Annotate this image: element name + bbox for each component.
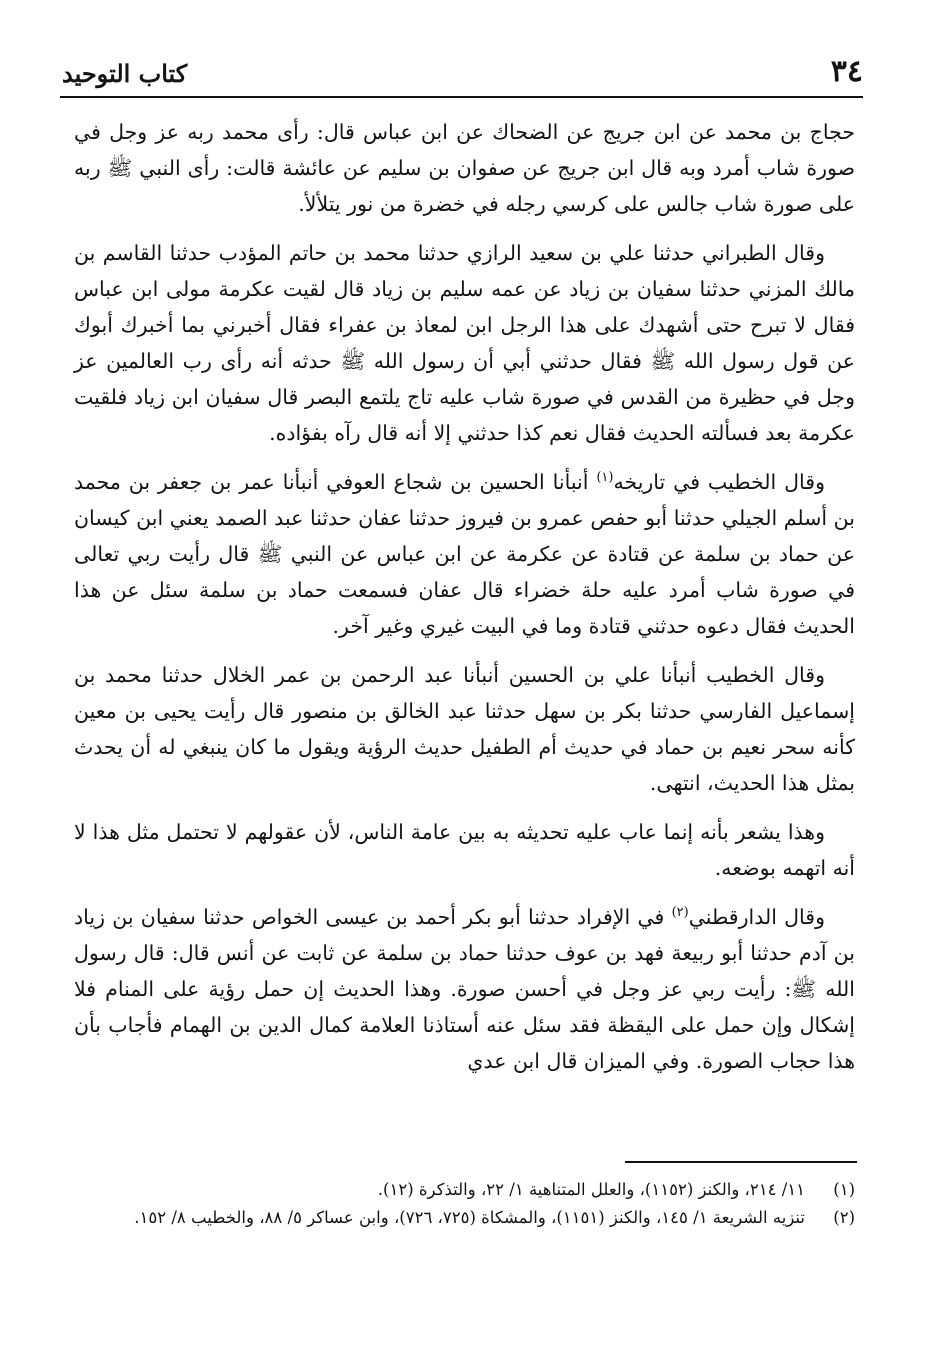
footnote-ref-2[interactable]: (٢) [671, 905, 689, 921]
paragraph-1: حجاج بن محمد عن ابن جريج عن الضحاك عن ابن عباس قال: رأى محمد ربه عز وجل في صورة شاب أمرد وبه قال ابن جريج عن صفوان بن سليم عن عائشة قالت: رأى النبي ﷺ ربه على صورة شاب جالس على كرسي رجله في خضرة من نور يتلألأ. [74, 120, 855, 216]
footnote-1-number: (١) [833, 1180, 855, 1199]
footnotes [74, 1176, 855, 1232]
footnote-2 [74, 1204, 855, 1232]
paragraph-3 [74, 464, 855, 644]
footnote-2-text: تنزيه الشريعة ١/ ١٤٥، والكنز (١١٥١)، والمشكاة (٧٢٥، ٧٢٦)، وابن عساكر ٥/ ٨٨، والخطيب ٨/ ١٥٢. [134, 1208, 805, 1227]
footnote-ref-1[interactable]: (١) [596, 470, 614, 486]
paragraph-6-opening: وقال الدارقطني [688, 905, 825, 929]
footnote-2-number: (٢) [833, 1208, 855, 1227]
footnote-divider [625, 1161, 857, 1163]
footnote-1-text: ١١/ ٢١٤، والكنز (١١٥٢)، والعلل المتناهية ١/ ٢٢، والتذكرة (١٢). [377, 1180, 805, 1199]
paragraph-6-body: في الإفراد حدثنا أبو بكر أحمد بن عيسى الخواص حدثنا سفيان بن زياد بن آدم حدثنا أبو ربيعة فهد بن عوف حدثنا حماد بن سلمة عن ثابت عن أنس قال: قال رسول الله ﷺ: رأيت ربي عز وجل في أحسن صورة. وهذا الحديث إن حمل رؤية على المنام فلا إشكال وإن حمل على اليقظة فقد سئل عنه أستاذنا العلامة كمال الدين بن الهمام فأجاب بأن هذا حجاب الصورة. وفي الميزان قال ابن عدي [74, 905, 855, 1073]
paragraph-3-body: أنبأنا الحسين بن شجاع العوفي أنبأنا عمر بن جعفر بن محمد بن أسلم الجيلي حدثنا أبو حفص عمرو بن فيروز حدثنا عفان حدثنا عبد الصمد يعني ابن كيسان عن حماد بن سلمة عن قتادة عن عكرمة عن ابن عباس عن النبي ﷺ قال رأيت ربي تعالى في صورة شاب أمرد عليه حلة خضراء قال عفان فسمعت حماد بن سلمة سئل عن هذا الحديث فقال دعوه حدثني قتادة وما في البيت غيري وغير آخر. [74, 470, 855, 638]
page-number: ٣٤ [830, 54, 863, 89]
main-text [74, 114, 855, 1092]
footnote-1 [74, 1176, 855, 1204]
paragraph-4: وقال الخطيب أنبأنا علي بن الحسين أنبأنا عبد الرحمن بن عمر الخلال حدثنا محمد بن إسماعيل الفارسي حدثنا بكر بن سهل حدثنا عبد الخالق بن منصور قال رأيت يحيى بن معين كأنه سحر نعيم بن حماد في حديث أم الطفيل حديث الرؤية ويقول ما كان ينبغي له أن يحدث بمثل هذا الحديث، انتهى. [74, 663, 855, 795]
book-title: كتاب التوحيد [62, 59, 188, 88]
paragraph-2: وقال الطبراني حدثنا علي بن سعيد الرازي حدثنا محمد بن حاتم المؤدب حدثنا القاسم بن مالك المزني حدثنا سفيان بن زياد عن عمه سليم بن زياد قال لقيت عكرمة مولى ابن عباس فقال لا تبرح حتى أشهدك على هذا الرجل ابن لمعاذ بن عفراء فقال أخبرني بما أخبرك أبوك عن قول رسول الله ﷺ فقال حدثني أبي أن رسول الله ﷺ حدثه أنه رأى رب العالمين عز وجل في حظيرة من القدس في صورة شاب عليه تاج يلتمع البصر قال سفيان ابن زياد فلقيت عكرمة بعد فسألته الحديث فقال نعم كذا حدثني إلا أنه قال رآه بفؤاده. [74, 241, 855, 445]
paragraph-5: وهذا يشعر بأنه إنما عاب عليه تحديثه به بين عامة الناس، لأن عقولهم لا تحتمل مثل هذا لا أنه اتهمه بوضعه. [74, 820, 855, 880]
paragraph-6 [74, 899, 855, 1079]
header-divider [60, 96, 863, 98]
paragraph-3-opening: وقال الخطيب في تاريخه [613, 470, 825, 494]
page-header [62, 54, 863, 94]
